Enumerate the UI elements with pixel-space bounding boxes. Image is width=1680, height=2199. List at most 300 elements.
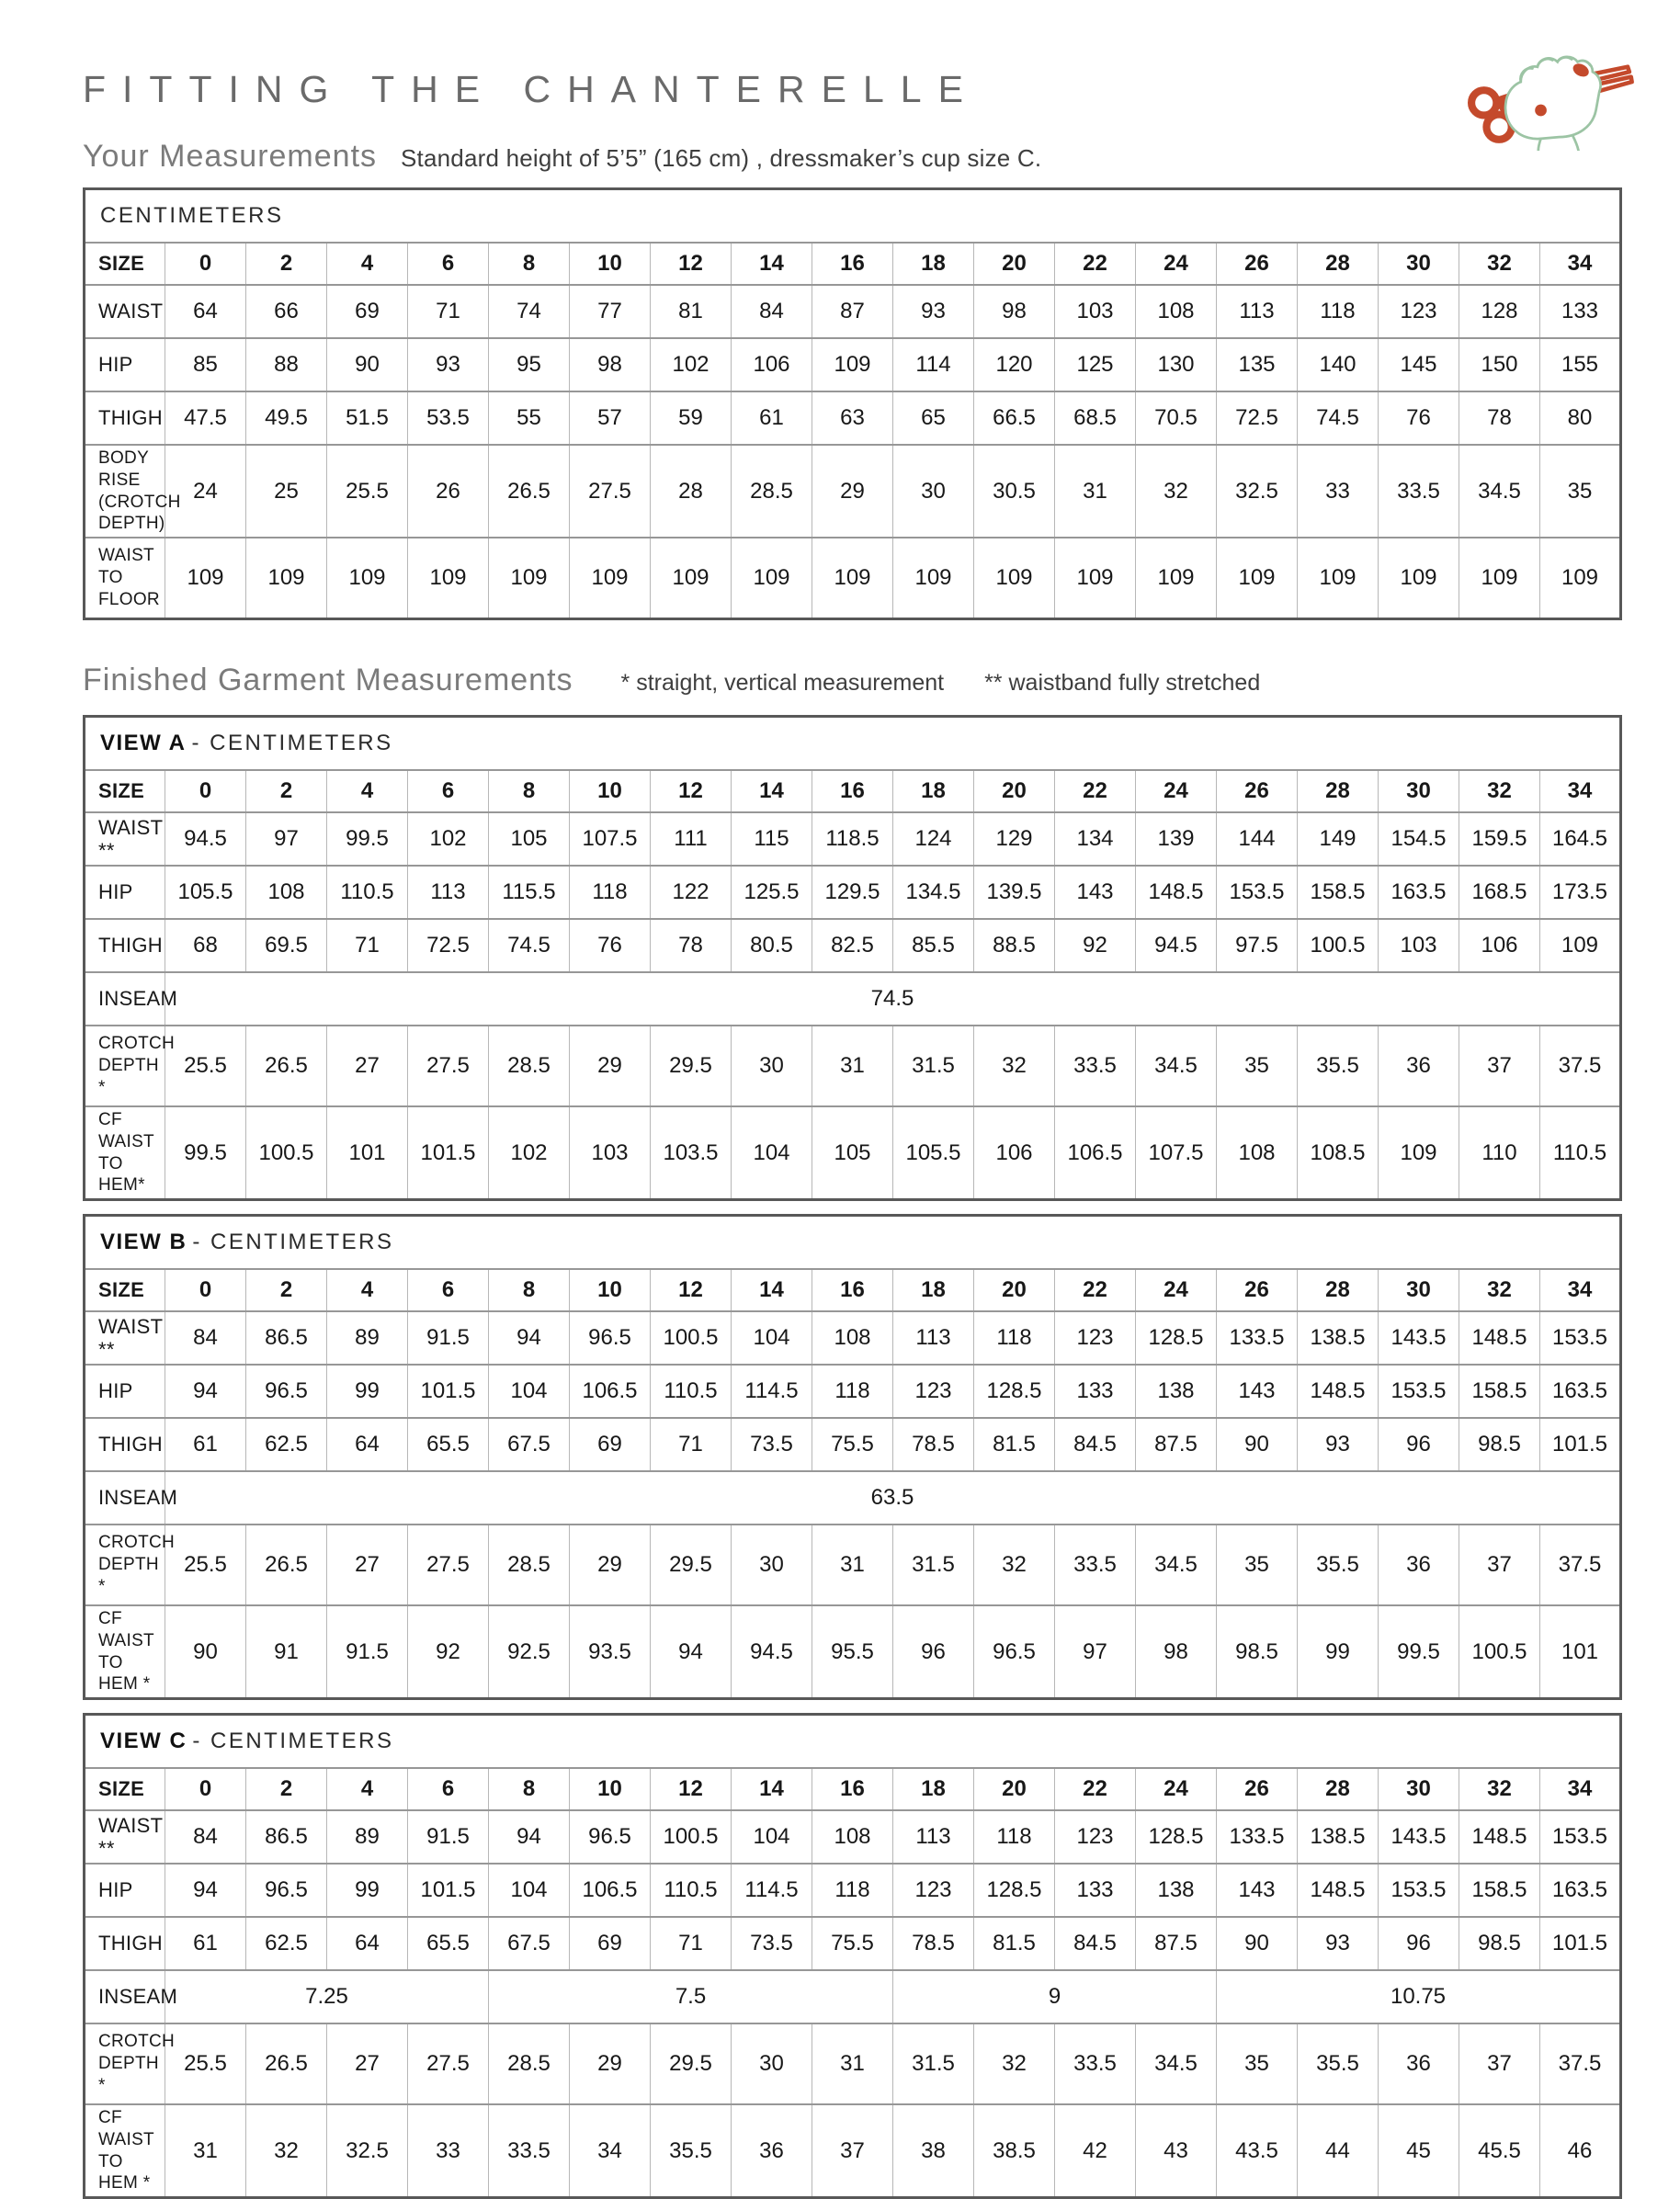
cell-value: 109 <box>893 538 974 619</box>
size-header-cell: 26 <box>1217 770 1298 812</box>
table-row <box>85 391 1621 445</box>
cell-value: 108 <box>1136 285 1217 338</box>
cell-value: 51.5 <box>327 391 408 445</box>
cell-value: 133.5 <box>1217 1810 1298 1864</box>
measurement-table <box>83 187 1622 620</box>
size-header-cell: 6 <box>408 243 489 285</box>
cell-value: 102 <box>651 338 732 391</box>
cell-value: 94 <box>489 1810 570 1864</box>
cell-value: 29 <box>812 445 893 538</box>
cell-value: 36 <box>732 2104 812 2198</box>
cell-value: 158.5 <box>1459 1365 1540 1418</box>
cell-value: 69 <box>570 1917 651 1970</box>
cell-value: 57 <box>570 391 651 445</box>
table-row <box>85 1525 1621 1605</box>
size-header-cell: 4 <box>327 243 408 285</box>
cell-value: 84.5 <box>1055 1418 1136 1471</box>
cell-value: 25.5 <box>165 2023 246 2104</box>
cell-value-span: 9 <box>893 1970 1217 2023</box>
size-header-cell: 4 <box>327 1269 408 1311</box>
cell-value: 104 <box>489 1864 570 1917</box>
size-header-cell: 14 <box>732 770 812 812</box>
cell-value: 159.5 <box>1459 812 1540 866</box>
cell-value: 34.5 <box>1459 445 1540 538</box>
cell-value: 96.5 <box>570 1311 651 1365</box>
size-header-cell: 6 <box>408 1269 489 1311</box>
cell-value: 70.5 <box>1136 391 1217 445</box>
table-row <box>85 338 1621 391</box>
cell-value: 120 <box>974 338 1055 391</box>
size-header-cell: 22 <box>1055 243 1136 285</box>
cell-value: 109 <box>1540 538 1621 619</box>
cell-value: 97 <box>1055 1605 1136 1699</box>
row-label: WAIST <box>85 285 165 338</box>
row-label: CROTCH DEPTH * <box>85 1525 165 1605</box>
cell-value: 105 <box>489 812 570 866</box>
row-label: INSEAM <box>85 1970 165 2023</box>
size-header-cell: 10 <box>570 770 651 812</box>
cell-value: 107.5 <box>570 812 651 866</box>
cell-value: 24 <box>165 445 246 538</box>
cell-value: 94 <box>489 1311 570 1365</box>
cell-value: 75.5 <box>812 1418 893 1471</box>
cell-value: 109 <box>974 538 1055 619</box>
note-waistband-stretched: ** waistband fully stretched <box>984 670 1261 696</box>
cell-value: 108 <box>246 866 327 919</box>
table-row <box>85 1471 1621 1525</box>
cell-value: 163.5 <box>1540 1365 1621 1418</box>
cell-value: 108 <box>812 1810 893 1864</box>
cell-value: 31.5 <box>893 2023 974 2104</box>
cell-value: 97.5 <box>1217 919 1298 972</box>
cell-value: 158.5 <box>1298 866 1379 919</box>
size-header-cell: 8 <box>489 1768 570 1810</box>
cell-value: 106.5 <box>570 1365 651 1418</box>
cell-value: 27 <box>327 1026 408 1106</box>
cell-value: 78.5 <box>893 1418 974 1471</box>
cell-value: 35 <box>1217 1525 1298 1605</box>
cell-value: 113 <box>408 866 489 919</box>
measurement-table <box>83 1214 1622 1700</box>
size-header-cell: 24 <box>1136 770 1217 812</box>
cell-value: 89 <box>327 1311 408 1365</box>
cell-value: 67.5 <box>489 1418 570 1471</box>
row-label: INSEAM <box>85 972 165 1026</box>
finished-garment-heading: Finished Garment Measurements <box>83 663 573 697</box>
cell-value: 82.5 <box>812 919 893 972</box>
size-header-cell: 12 <box>651 1768 732 1810</box>
cell-value: 133 <box>1055 1365 1136 1418</box>
cell-value: 100.5 <box>651 1810 732 1864</box>
cell-value: 114 <box>893 338 974 391</box>
cell-value: 143 <box>1217 1864 1298 1917</box>
cell-value: 94 <box>165 1365 246 1418</box>
cell-value: 65.5 <box>408 1418 489 1471</box>
cell-value: 29.5 <box>651 1525 732 1605</box>
cell-value: 102 <box>408 812 489 866</box>
cell-value: 109 <box>651 538 732 619</box>
cell-value: 98.5 <box>1217 1605 1298 1699</box>
size-header-cell: 14 <box>732 1269 812 1311</box>
cell-value: 99.5 <box>1379 1605 1459 1699</box>
cell-value: 134.5 <box>893 866 974 919</box>
size-header-cell: 32 <box>1459 1269 1540 1311</box>
cell-value: 109 <box>1540 919 1621 972</box>
cell-value: 153.5 <box>1540 1810 1621 1864</box>
table-row <box>85 1311 1621 1365</box>
cell-value: 33.5 <box>1055 1525 1136 1605</box>
cell-value: 95 <box>489 338 570 391</box>
cell-value: 104 <box>732 1810 812 1864</box>
size-header-cell: 2 <box>246 770 327 812</box>
cell-value: 84 <box>165 1311 246 1365</box>
cell-value: 35 <box>1217 1026 1298 1106</box>
cell-value: 123 <box>893 1365 974 1418</box>
table-title-units: - CENTIMETERS <box>192 1729 394 1754</box>
cell-value: 125 <box>1055 338 1136 391</box>
size-header-cell: 24 <box>1136 243 1217 285</box>
cell-value: 128 <box>1459 285 1540 338</box>
table-row <box>85 1418 1621 1471</box>
cell-value: 93 <box>1298 1917 1379 1970</box>
cell-value: 87 <box>812 285 893 338</box>
cell-value: 148.5 <box>1459 1311 1540 1365</box>
cell-value: 30 <box>732 2023 812 2104</box>
size-header-cell: 20 <box>974 1768 1055 1810</box>
cell-value-span: 7.25 <box>165 1970 489 2023</box>
cell-value: 105.5 <box>165 866 246 919</box>
your-measurements-header <box>83 139 1622 175</box>
cell-value: 36 <box>1379 1525 1459 1605</box>
cell-value: 109 <box>408 538 489 619</box>
cell-value: 31.5 <box>893 1525 974 1605</box>
cell-value: 72.5 <box>1217 391 1298 445</box>
size-header-cell: 32 <box>1459 770 1540 812</box>
size-header-cell: 12 <box>651 243 732 285</box>
size-header-cell: 28 <box>1298 770 1379 812</box>
size-header-cell: 0 <box>165 1269 246 1311</box>
size-header-cell: 14 <box>732 1768 812 1810</box>
cell-value: 93.5 <box>570 1605 651 1699</box>
cell-value: 96 <box>893 1605 974 1699</box>
cell-value: 101.5 <box>408 1365 489 1418</box>
table-row <box>85 285 1621 338</box>
cell-value: 138 <box>1136 1864 1217 1917</box>
cell-value: 168.5 <box>1459 866 1540 919</box>
table-title <box>85 717 1621 771</box>
cell-value: 93 <box>893 285 974 338</box>
size-header-cell: 22 <box>1055 770 1136 812</box>
cell-value: 28.5 <box>489 1525 570 1605</box>
row-label: CROTCH DEPTH * <box>85 2023 165 2104</box>
cell-value: 90 <box>327 338 408 391</box>
size-header-cell: 28 <box>1298 1269 1379 1311</box>
cell-value: 33.5 <box>1379 445 1459 538</box>
cell-value: 78 <box>651 919 732 972</box>
size-header-cell: 8 <box>489 770 570 812</box>
cell-value: 34 <box>570 2104 651 2198</box>
cell-value: 35.5 <box>1298 1525 1379 1605</box>
cell-value: 106 <box>1459 919 1540 972</box>
cell-value: 81 <box>651 285 732 338</box>
cell-value: 27.5 <box>408 1026 489 1106</box>
cell-value: 94 <box>165 1864 246 1917</box>
cell-value: 38 <box>893 2104 974 2198</box>
cell-value: 108 <box>812 1311 893 1365</box>
cell-value: 89 <box>327 1810 408 1864</box>
cell-value: 32 <box>246 2104 327 2198</box>
cell-value: 133 <box>1540 285 1621 338</box>
cell-value: 114.5 <box>732 1365 812 1418</box>
cell-value: 113 <box>893 1810 974 1864</box>
cell-value: 37.5 <box>1540 2023 1621 2104</box>
cell-value: 71 <box>651 1917 732 1970</box>
size-header-cell: 26 <box>1217 1768 1298 1810</box>
cell-value: 74 <box>489 285 570 338</box>
row-label: HIP <box>85 1365 165 1418</box>
cell-value: 69 <box>570 1418 651 1471</box>
measurement-table <box>83 715 1622 1201</box>
cell-value: 118 <box>974 1311 1055 1365</box>
view-c-table-wrap <box>83 1713 1622 2199</box>
size-header-cell: 12 <box>651 1269 732 1311</box>
cell-value-span: 10.75 <box>1217 1970 1621 2023</box>
size-header-cell: 10 <box>570 243 651 285</box>
table-title-view: VIEW C <box>100 1729 187 1754</box>
row-label: BODY RISE (CROTCH DEPTH) <box>85 445 165 538</box>
cell-value: 138 <box>1136 1365 1217 1418</box>
cell-value: 118.5 <box>812 812 893 866</box>
size-header-cell: 34 <box>1540 770 1621 812</box>
cell-value: 61 <box>165 1418 246 1471</box>
cell-value: 110.5 <box>1540 1106 1621 1200</box>
cell-value: 86.5 <box>246 1810 327 1864</box>
measurement-notes <box>597 670 1261 697</box>
cell-value: 35.5 <box>1298 1026 1379 1106</box>
cell-value: 110.5 <box>327 866 408 919</box>
size-header-cell: 32 <box>1459 1768 1540 1810</box>
size-header-cell: 4 <box>327 1768 408 1810</box>
cell-value: 37 <box>1459 2023 1540 2104</box>
size-header-cell: 0 <box>165 1768 246 1810</box>
view-b-table-wrap <box>83 1214 1622 1700</box>
cell-value: 68 <box>165 919 246 972</box>
cell-value: 64 <box>327 1418 408 1471</box>
cell-value: 163.5 <box>1379 866 1459 919</box>
cell-value: 128.5 <box>1136 1810 1217 1864</box>
cell-value: 93 <box>1298 1418 1379 1471</box>
size-header-cell: 20 <box>974 1269 1055 1311</box>
size-header-cell: 8 <box>489 1269 570 1311</box>
cell-value: 90 <box>1217 1917 1298 1970</box>
cell-value: 173.5 <box>1540 866 1621 919</box>
cell-value: 69 <box>327 285 408 338</box>
cell-value: 37 <box>1459 1026 1540 1106</box>
cell-value: 98 <box>570 338 651 391</box>
cell-value: 104 <box>489 1365 570 1418</box>
cell-value: 43.5 <box>1217 2104 1298 2198</box>
table-row <box>85 866 1621 919</box>
hand-holding-scissors-icon <box>1454 33 1638 151</box>
size-header-cell: 18 <box>893 1768 974 1810</box>
cell-value: 30 <box>732 1026 812 1106</box>
cell-value: 78 <box>1459 391 1540 445</box>
cell-value: 30 <box>893 445 974 538</box>
cell-value: 100.5 <box>1459 1605 1540 1699</box>
size-header-cell: 16 <box>812 1768 893 1810</box>
size-header-cell: 6 <box>408 770 489 812</box>
cell-value: 29.5 <box>651 2023 732 2104</box>
cell-value: 99.5 <box>165 1106 246 1200</box>
cell-value: 143 <box>1217 1365 1298 1418</box>
cell-value: 109 <box>812 338 893 391</box>
cell-value: 149 <box>1298 812 1379 866</box>
row-label: INSEAM <box>85 1471 165 1525</box>
cell-value: 109 <box>1459 538 1540 619</box>
cell-value: 153.5 <box>1540 1311 1621 1365</box>
cell-value: 85.5 <box>893 919 974 972</box>
cell-value: 96 <box>1379 1418 1459 1471</box>
size-header-cell: 2 <box>246 243 327 285</box>
cell-value: 123 <box>1379 285 1459 338</box>
size-header-cell: 20 <box>974 770 1055 812</box>
cell-value: 109 <box>1217 538 1298 619</box>
table-row <box>85 1605 1621 1699</box>
cell-value: 25.5 <box>165 1026 246 1106</box>
cell-value: 107.5 <box>1136 1106 1217 1200</box>
cell-value-span: 7.5 <box>489 1970 893 2023</box>
row-label: WAIST ** <box>85 812 165 866</box>
size-header-cell: 16 <box>812 1269 893 1311</box>
cell-value: 35.5 <box>651 2104 732 2198</box>
table-row <box>85 1026 1621 1106</box>
size-header-cell: 28 <box>1298 243 1379 285</box>
cell-value: 118 <box>1298 285 1379 338</box>
cell-value: 109 <box>570 538 651 619</box>
cell-value: 108.5 <box>1298 1106 1379 1200</box>
cell-value: 138.5 <box>1298 1311 1379 1365</box>
cell-value: 153.5 <box>1217 866 1298 919</box>
cell-value: 130 <box>1136 338 1217 391</box>
cell-value: 38.5 <box>974 2104 1055 2198</box>
size-header-cell: 30 <box>1379 243 1459 285</box>
cell-value: 109 <box>327 538 408 619</box>
cell-value: 109 <box>489 538 570 619</box>
size-header-cell: 24 <box>1136 1768 1217 1810</box>
cell-value: 84.5 <box>1055 1917 1136 1970</box>
cell-value: 113 <box>893 1311 974 1365</box>
cell-value: 27.5 <box>570 445 651 538</box>
cell-value: 109 <box>165 538 246 619</box>
cell-value: 95.5 <box>812 1605 893 1699</box>
cell-value: 101.5 <box>1540 1418 1621 1471</box>
table-row <box>85 538 1621 619</box>
cell-value: 97 <box>246 812 327 866</box>
size-header-cell: 18 <box>893 770 974 812</box>
cell-value: 55 <box>489 391 570 445</box>
cell-value: 103.5 <box>651 1106 732 1200</box>
table-row <box>85 2023 1621 2104</box>
cell-value: 33.5 <box>1055 2023 1136 2104</box>
cell-value: 138.5 <box>1298 1810 1379 1864</box>
cell-value: 88 <box>246 338 327 391</box>
cell-value: 68.5 <box>1055 391 1136 445</box>
table-row <box>85 1365 1621 1418</box>
size-header-cell: 2 <box>246 1768 327 1810</box>
cell-value: 81.5 <box>974 1917 1055 1970</box>
table-title-units: CENTIMETERS <box>100 203 284 229</box>
cell-value: 84 <box>732 285 812 338</box>
size-header-cell: 22 <box>1055 1269 1136 1311</box>
cell-value: 27.5 <box>408 2023 489 2104</box>
cell-value: 100.5 <box>246 1106 327 1200</box>
cell-value: 87.5 <box>1136 1917 1217 1970</box>
cell-value: 110.5 <box>651 1864 732 1917</box>
cell-value: 122 <box>651 866 732 919</box>
cell-value: 96.5 <box>246 1365 327 1418</box>
cell-value: 153.5 <box>1379 1864 1459 1917</box>
cell-value: 128.5 <box>974 1864 1055 1917</box>
size-header-cell: 26 <box>1217 243 1298 285</box>
cell-value: 45 <box>1379 2104 1459 2198</box>
cell-value: 37.5 <box>1540 1026 1621 1106</box>
cell-value: 91.5 <box>408 1810 489 1864</box>
row-label: CF WAIST TO HEM * <box>85 1605 165 1699</box>
cell-value: 109 <box>1379 1106 1459 1200</box>
size-header-cell: 34 <box>1540 1269 1621 1311</box>
size-header-cell: 20 <box>974 243 1055 285</box>
your-measurements-heading: Your Measurements <box>83 139 378 174</box>
cell-value: 102 <box>489 1106 570 1200</box>
table-row <box>85 919 1621 972</box>
cell-value: 63 <box>812 391 893 445</box>
cell-value: 106 <box>732 338 812 391</box>
size-row-label: SIZE <box>85 243 165 285</box>
cell-value: 37.5 <box>1540 1525 1621 1605</box>
cell-value: 158.5 <box>1459 1864 1540 1917</box>
cell-value: 143.5 <box>1379 1311 1459 1365</box>
cell-value: 29.5 <box>651 1026 732 1106</box>
table-row <box>85 1864 1621 1917</box>
cell-value: 123 <box>893 1864 974 1917</box>
cell-value: 118 <box>570 866 651 919</box>
cell-value: 91 <box>246 1605 327 1699</box>
cell-value: 154.5 <box>1379 812 1459 866</box>
cell-value: 96.5 <box>570 1810 651 1864</box>
cell-value: 25 <box>246 445 327 538</box>
cell-value: 96.5 <box>974 1605 1055 1699</box>
table-title <box>85 189 1621 244</box>
size-header-cell: 30 <box>1379 1269 1459 1311</box>
cell-value: 104 <box>732 1311 812 1365</box>
cell-value: 101 <box>327 1106 408 1200</box>
row-label: HIP <box>85 866 165 919</box>
cell-value: 53.5 <box>408 391 489 445</box>
size-row-label: SIZE <box>85 770 165 812</box>
size-header-cell: 10 <box>570 1768 651 1810</box>
cell-value: 98 <box>974 285 1055 338</box>
table-title-units: - CENTIMETERS <box>191 731 393 756</box>
cell-value: 113 <box>1217 285 1298 338</box>
table-row <box>85 1970 1621 2023</box>
table-row <box>85 2104 1621 2198</box>
size-header-cell: 18 <box>893 243 974 285</box>
row-label: THIGH <box>85 1917 165 1970</box>
cell-value: 115 <box>732 812 812 866</box>
cell-value: 71 <box>408 285 489 338</box>
cell-value: 49.5 <box>246 391 327 445</box>
cell-value: 65 <box>893 391 974 445</box>
